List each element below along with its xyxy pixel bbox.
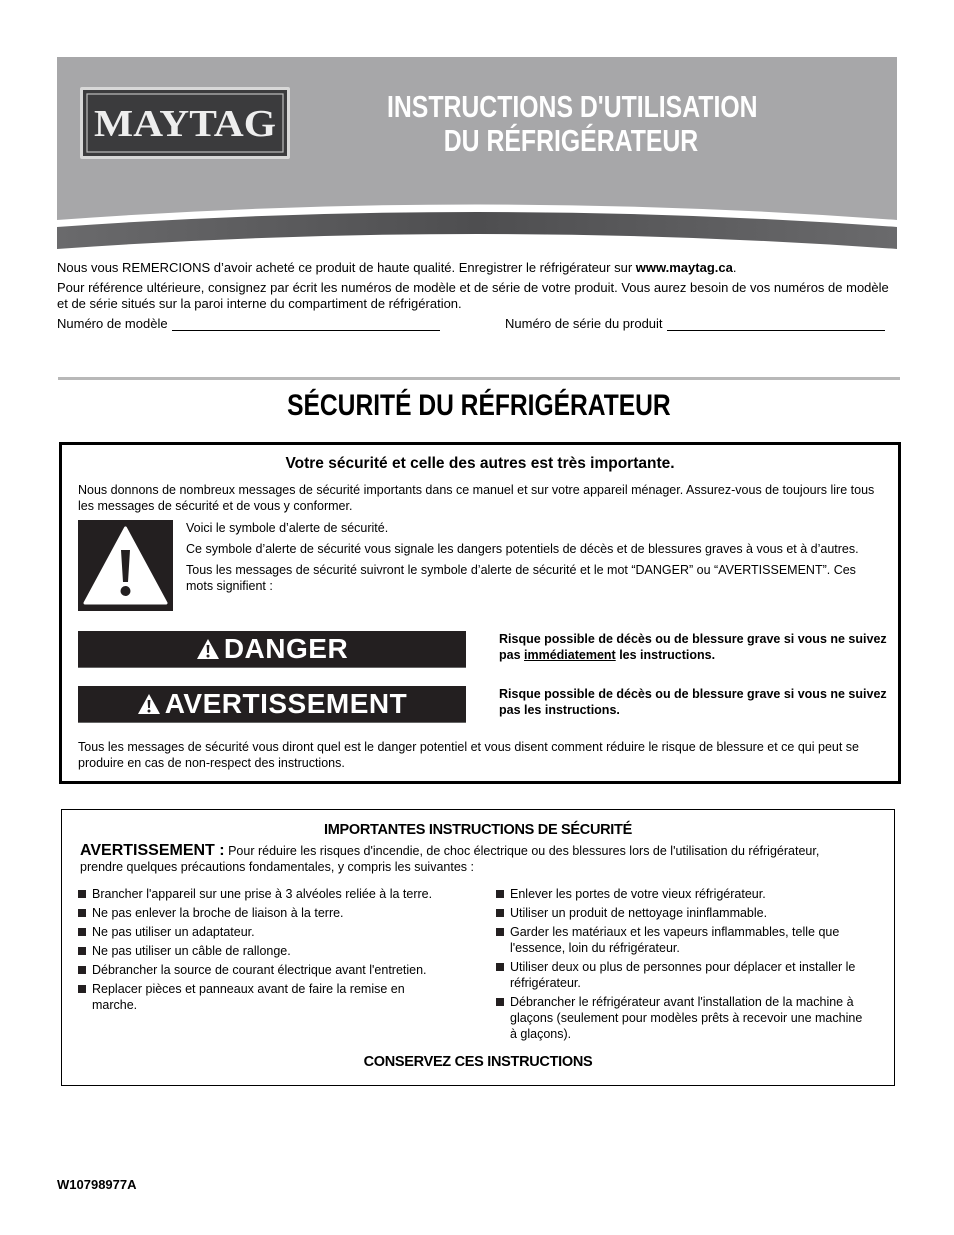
title-line-2: DU RÉFRIGÉRATEUR [443,123,699,158]
danger-risk-text: Risque possible de décès ou de blessure grave si vous ne suivez pas immédiatement les instructions. [499,632,887,662]
model-number-line[interactable] [172,318,440,331]
bullet-icon [78,966,86,974]
list-item: Enlever les portes de votre vieux réfrigérateur. [496,886,866,902]
list-item: Ne pas utiliser un câble de rallonge. [78,943,448,959]
title-line-1: INSTRUCTIONS D'UTILISATION [387,89,758,124]
svg-text:MAYTAG: MAYTAG [94,103,276,145]
section-title: SÉCURITÉ DU RÉFRIGÉRATEUR [287,389,671,422]
thanks-paragraph: Nous vous REMERCIONS d’avoir acheté ce produit de haute qualité. Enregistrer le réfrigérateur sur www.maytag.ca. [57,260,737,275]
instructions-list-right [496,886,866,1045]
maytag-logo [80,87,290,159]
model-number-field[interactable]: Numéro de modèle [57,316,440,331]
bullet-icon [78,947,86,955]
list-item: Débrancher le réfrigérateur avant l'installation de la machine à glaçons (seulement pour modèles prêts à recevoir une machine à glaçons). [496,994,866,1042]
symbol-text: Voici le symbole d’alerte de sécurité. [186,521,389,535]
list-item: Replacer pièces et panneaux avant de faire la remise en marche. [78,981,448,1013]
list-item: Brancher l'appareil sur une prise à 3 alvéoles reliée à la terre. [78,886,448,902]
list-item: Utiliser deux ou plus de personnes pour déplacer et installer le réfrigérateur. [496,959,866,991]
instructions-heading: IMPORTANTES INSTRUCTIONS DE SÉCURITÉ [324,822,632,838]
danger-label: DANGER [78,631,466,668]
bullet-icon [78,909,86,917]
list-item: Utiliser un produit de nettoyage ininflammable. [496,905,866,921]
safety-alert-icon [78,520,173,611]
intro-text [57,260,899,312]
instructions-box [61,809,895,1086]
bullet-icon [496,928,504,936]
safety-heading: Votre sécurité et celle des autres est très importante. [285,455,675,472]
list-item: Ne pas enlever la broche de liaison à la terre. [78,905,448,921]
bullet-icon [78,985,86,993]
signal-words-text: Tous les messages de sécurité suivront le symbole d’alerte de sécurité et le mot “DANGER” ou “AVERTISSEMENT”. Ces mots signifient : [186,563,856,593]
list-item: Débrancher la source de courant électrique avant l'entretien. [78,962,448,978]
bullet-icon [78,890,86,898]
safety-footer: Tous les messages de sécurité vous diront quel est le danger potentiel et vous disent comment réduire le risque de blessure et ce qui peut se produire en cas de non-respect des instructions. [78,740,859,770]
symbol-description [186,520,876,599]
warning-label: AVERTISSEMENT [78,686,466,723]
reference-paragraph: Pour référence ultérieure, consignez par écrit les numéros de modèle et de série de votre produit. Vous aurez besoin de vos numéros de modèle et de série situés sur la paroi interne du compartiment de réfrigération. [57,280,889,311]
symbol-meaning: Ce symbole d’alerte de sécurité vous signale les dangers potentiels de décès et de blessures graves à vous et à d’autres. [186,542,859,556]
instructions-warning: AVERTISSEMENT : Pour réduire les risques d'incendie, de choc électrique ou des blessures lors de l'utilisation du réfrigérateur, prendre quelques précautions fondamentales, y compris les suivantes : [80,842,820,874]
registration-fields [57,316,899,334]
instructions-list-left [78,886,448,1016]
header-banner [57,57,897,249]
bullet-icon [496,963,504,971]
bullet-icon [496,998,504,1006]
warning-risk-text: Risque possible de décès ou de blessure grave si vous ne suivez pas les instructions. [499,687,887,717]
document-number: W10798977A [57,1177,137,1192]
bullet-icon [78,928,86,936]
safety-intro: Nous donnons de nombreux messages de sécurité importants dans ce manuel et sur votre appareil ménager. Assurez-vous de toujours lire tous les messages de sécurité et de vous y conformer. [78,483,875,513]
list-item: Garder les matériaux et les vapeurs inflammables, telle que l'essence, loin du réfrigérateur. [496,924,866,956]
serial-number-line[interactable] [667,318,885,331]
warning-alert-icon [137,693,161,715]
danger-alert-icon [196,638,220,660]
list-item: Ne pas utiliser un adaptateur. [78,924,448,940]
bullet-icon [496,909,504,917]
safety-box [59,442,901,784]
serial-number-field[interactable]: Numéro de série du produit [505,316,885,331]
instructions-footer: CONSERVEZ CES INSTRUCTIONS [363,1054,593,1070]
section-divider [58,377,900,380]
bullet-icon [496,890,504,898]
website-link[interactable]: www.maytag.ca [635,260,733,275]
page-title [387,89,758,158]
